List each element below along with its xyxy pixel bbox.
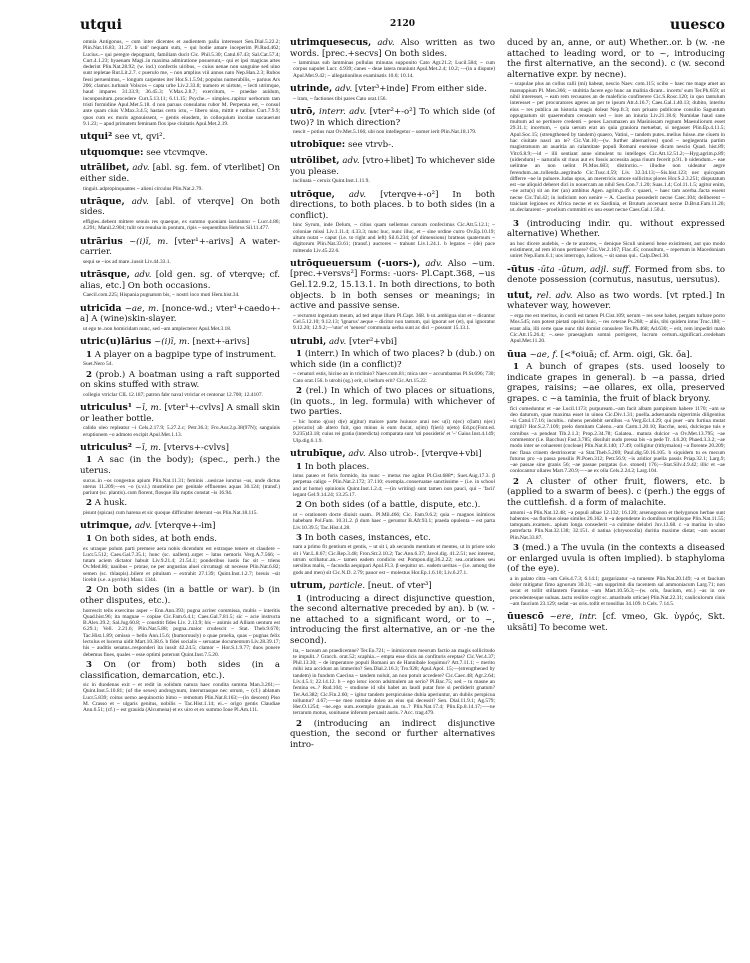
part-of-speech: ~ī, m. — [134, 403, 162, 414]
entry-head — [290, 190, 495, 222]
definition: Also as two words. [vt rpted.] In whatever way, however. — [507, 290, 725, 312]
dictionary-entry — [80, 132, 280, 143]
sense-number: 2 — [86, 498, 92, 509]
definition: [<*oiuā; cf. Arm. oigi, Gk. őa]. — [560, 349, 693, 360]
dictionary-entry — [507, 291, 725, 345]
sense-definition: (introducing a direct disjunctive question, the second alternative preceded by an). b (w. -ne attached to a significant word, or to ~, introducing the first alternative, an or -ne the second). — [290, 593, 495, 646]
sense-number: 2 — [296, 718, 302, 729]
column-3 — [507, 38, 725, 958]
sense — [290, 533, 495, 544]
citations: ~ lamminas sub lamminas pollulas minutas supponito Cato Agr.21.2; Lucil.584; ~ cum corpus uapulet Lucr. 4.939; canes ~ deae latera muniunt Apul.Met.2.4; 10.2; —(in a dispute) Apul.Met.9.42; ~ allegationibus examinatis 10.6; 10.14. — [293, 60, 495, 79]
sense-number: 2 — [86, 585, 92, 596]
citations: ~ scapulae plus an collus calli (mi) habeat, nescio Naev. com.115; scibo ~ haec me mage amet an marsuppium Pl. Men.366; ~ stultitia facere ego hunc an malitia dicam.. incertu' sum Ter.Ph.659; ut nihil interesset, ~ eam rem recusares an de maleficio confiterere Cic.S.Rosc.120; in quo tantulum interesset ~ per procuratores ageres an per te ipsum Att.4.16.7; Caes.Gal.1.40.13; dubito, interitu eius ~ res publica an historia magis doleat Nep.fr.3; non priuato publicone consilio Saguntum oppugnatum sit quaerendum censeam sed ~ iure an iniuria Liv.21.18.6; Numidae haud sane multum ad se pertinere credenti ~ penes Lacumazen an Masinissam regnum Maesuliorum esset 29.31.1; incertum, ~ quia uerum erat an quia grauiora metuebat, si negasset Plin.Ep.4.11.5; Apul.Soc.15; (strengthened by tandem) quaero, Vatini, ~ tandem putes..melius fuisse..me ciuem in hac ciuitate nasci an te? Cic.Vat.10;—(w. further alternatives) quod ~ neglegentia partim magistratuum an auaritia an calamitate populi Romani euenisse dicam nescio Quad. hist.89; Vitr.6.8.9;—id ~ illi sentiant anne simulent tu intelleges Cic.Att.12.51.2;—Hyg.agrim.p.89; (uidendum) ~ naturalis sit riuus aut ex fossis accessita aqua riuum fecerit p.91. b uidendum..~ eae uelintne an non uelint Pl.Mos.683; distinctio..~ illudne non uideatur aegre ferendum..an..tollenda..aegritudo Cic.Tusc.4.59; Liv. 32.34.13;—Sis.hist.123; nec quicquam differre ~ne in puluere..ludas opus, an meretricis amore sollicitus plores Hor.S.2.3.251; disputatum est ~ne aliquid deberet dici in nouercam an nihil Sen.Con.7.1.20; Suas.1.4; Col.11.1.5; agitur enim, ~ne actu(s) sit an iter (an) ambitus Agen. agrim.p.49. c quaeri, ~ haec tam acerba..facta essent necne Cic.Tul.42; in iudicium non uenire ~ A. Caecina possederit necne Caec.104; deliberent ~ traiciant legiones ex Africa necne et ex Sardinia, et Brutum accersant necne D.Brut.Fam.11.26; ut..declararent ~ proelium committi ex usu esset necne Caes.Gal.1.50.4. — [510, 81, 725, 214]
dictionary-entry — [507, 38, 725, 214]
sense — [507, 477, 725, 509]
part-of-speech: particle. — [328, 580, 366, 591]
sense — [80, 370, 280, 391]
part-of-speech: adv. — [342, 156, 360, 167]
sense-definition: (interr.) In which of two places? b (dub.) on which side (in a conflict)? — [290, 349, 495, 370]
cross-reference-text: see vtrvb-. — [348, 140, 394, 151]
headword: utrimque, — [80, 520, 133, 532]
sense-number: 2 — [296, 500, 302, 511]
citations: ~ iram, ~ factiones tibi pares Cato orat.156. — [293, 95, 387, 102]
sense-number: 1 — [296, 349, 302, 360]
entry-head — [80, 443, 280, 454]
sense-number: 3 — [86, 659, 92, 670]
part-of-speech: adv. — [132, 163, 150, 174]
sense-number: 2 — [86, 369, 92, 380]
definition: [neut. of vter³] — [367, 580, 432, 591]
dictionary-entry — [290, 259, 495, 332]
citations: an hoc dicere audebis, ~ de te aratores, ~ denique Siculi uniuersi bene existiment, aut quo modo existiment, ad rem id non pertinere? Cic.Ver.2.167; Flac.45; consultum, ~ repertum in Macedoniam uniret Nep.Eum.6.1; uos interrogo, iudices, ~ sit sanus qui.. Calp.Decl.30. — [510, 240, 725, 260]
dictionary-entry — [80, 163, 280, 191]
sense-definition: A husk. — [94, 498, 128, 509]
part-of-speech: ~ae, f. — [529, 349, 558, 360]
headword: utric(u)lārius — [80, 336, 152, 348]
part-of-speech: adv. — [348, 189, 367, 200]
sense — [507, 543, 725, 575]
entry-head — [290, 84, 495, 95]
headword: utrāsque, — [80, 269, 131, 281]
sense-definition: In both cases, instances, etc. — [304, 532, 431, 543]
cross-reference — [80, 148, 280, 159]
definition: [vter³+inde] From either side. — [354, 84, 487, 95]
part-of-speech: -ūta -ūtum, adjl. suff. — [537, 264, 632, 275]
headword: utrobīque: — [290, 139, 346, 151]
definition: Also written as two words. [prec.+secvs] On both sides. — [290, 38, 495, 59]
citations: ~ hic homo q(uo) d(e) a(gitur) maiore parte huiusce anni nec u(i) n(ec) c(lam) n(ec) p(recario) ab altero fuit, quo minus is eum ducat, u(im) f(ieri) u(eto) Ed.pr.(Font.ed. 9.235)43.18; cuius rei gratia (interdicta) comparata sunt 'uti possidetis' et '~' Gaius Inst.4.149; Ulp.dig.6.1.9. — [293, 418, 495, 444]
citations: Caecil.com.225; Hispania pugnatum bis, ~ nostri loco moti Hem.hist.34. — [83, 292, 240, 299]
definition: [old gen. sg. of vterqve; cf. alias, etc.] On both occasions. — [80, 270, 280, 291]
headword: utrō, — [290, 105, 316, 117]
sense — [80, 498, 280, 509]
sense — [80, 455, 280, 476]
sense — [507, 362, 725, 404]
headword: utricīda — [80, 302, 122, 314]
part-of-speech: rel. adv. — [536, 290, 573, 301]
headword: utrum, — [290, 579, 327, 591]
headword: utrubīque, — [290, 448, 346, 459]
entry-head — [80, 237, 280, 258]
headword: utrubi, — [290, 335, 327, 347]
entry-head — [290, 337, 495, 348]
part-of-speech: adv. — [348, 449, 366, 459]
dictionary-entry — [290, 107, 495, 135]
citations: effigies..debent mittere senuis res quaeque, ex summo quoniam iaculantur ~ Lucr.4.86; 4.291; Manil.2.904; tulit ora reuulsa in pontum, ripis ~ sequentibus Hebrus Sil.11.477. — [83, 219, 280, 232]
dictionary-entry — [290, 581, 495, 751]
dictionary-entry — [290, 84, 495, 102]
definition: [vtro+libet] To whichever side you please. — [290, 156, 495, 177]
sense-definition: (introducing indir. qu. without expressed alternative) Whether. — [507, 218, 725, 240]
entry-head — [507, 350, 725, 361]
entry-head — [507, 265, 725, 286]
cross-reference — [80, 132, 280, 143]
dictionary-entry — [80, 521, 280, 713]
part-of-speech: ~(i)ī, m. — [154, 337, 190, 348]
part-of-speech: adv. — [377, 38, 395, 48]
part-of-speech: ~ae, m. — [124, 303, 159, 314]
sense-definition: A bunch of grapes (sts. used loosely to indicate grapes in general). b ~a passa, dried grapes, raisins; ~ae ollares, ex olla, preserved grapes. c ~a taminia, the fruit of black bryony. — [507, 362, 725, 404]
definition: [vtervs+-cvlvs] — [163, 442, 229, 453]
headword: utrōque, — [290, 188, 335, 200]
part-of-speech: adv. — [131, 196, 149, 207]
citations: sucus..in ~os congestus apium Plin.Nat.11.31; feminis ..uesicae iunctus ~us, unde dictus uterus 11.209;—ex ~o (s.v.l.) mustelino per genitale effluentes aquas 30.124; (transf.) pariunt (sc. plantis)..cum florent, flosque illa ruptis constat ~is 16.94. — [83, 477, 280, 497]
entry-head — [290, 107, 495, 128]
right-guide-word: uuesco — [669, 17, 725, 33]
citations: intus paueo et foris formido, ita nunc ~ metus me agitat Pl.Cist.688*; Suet.Aug.17.3. β perpetua caligo ~ Plin.Nat.2.172; 37.110; exempla..conseruatae sanctissime ~ (i.e. in school and at home) opinionis Quint.Inst.1.2.4; —(in writing) sunt tamen non pauci, qui ~ 'facii' legant Gel.9.14.24; 13.25.17. — [293, 473, 495, 499]
dictionary-entry — [80, 197, 280, 232]
dictionary-entry — [80, 304, 280, 332]
sense-definition: (prob.) A boatman using a raft supported on skins stuffed with straw. — [80, 369, 280, 391]
definition: [abl. of vterqve] On both sides. — [80, 196, 280, 218]
headword: utrōlibet, — [290, 155, 340, 167]
headword: utut, — [507, 289, 533, 301]
headword: utrōqueuersum (-uors-), — [290, 257, 421, 269]
part-of-speech: ~(i)ī, m. — [128, 236, 169, 247]
dictionary-entry — [290, 38, 495, 79]
definition: [vter¹+-arivs] A water-carrier. — [80, 236, 280, 258]
sense-definition: (med.) a The uvula (in the contexts a diseased or enlarged uvula is often implied). b staphyloma (of the eye). — [507, 543, 725, 575]
headword: -ūtus — [507, 263, 535, 275]
sense — [290, 719, 495, 751]
sense-definition: A cluster of other fruit, flowers, etc. b (applied to a swarm of bees). c (perh.) the eggs of the cuttlefish. d a form of malachite. — [507, 476, 725, 508]
dictionary-entry — [507, 350, 725, 608]
citations: nam a primo fit gentium et gentis, ~ ut sit i, ab secundo mentium et mentes, ut in priore solo sit i Var.L.8.67; Cic.Rep.3.48; Fron.Str.2.10.2; Tac.Ann.6.37; Javol.dig. 41.2.51; nec interest, utrum scribatur..an..~ tamen eadem condicio est Pompon.dig.36.2.22; sea..orationes seu uersibus malis, ~ facundia aequipari Apul.Fl.3. β sequitur ut.. eadem ueritas ~ (i.e. among the gods and men) sit Cic.N.D. 2.79; pauor est ~ molestus Hor.Ep.1.6.10; Liv.6.27.1. — [293, 544, 495, 576]
column-2 — [290, 38, 495, 958]
citations: ut ego te..non homicidam nunc, sed ~am amplecterer Apul.Met.3.18. — [83, 325, 232, 332]
dictionary-entry — [290, 140, 495, 151]
part-of-speech: adv. — [134, 521, 153, 532]
sense-definition: In both places. — [304, 461, 370, 472]
part-of-speech: interr. adv. — [318, 106, 367, 117]
definition: duced by an, anne, or aut) Whether..or. b (w. -ne attached to leading word, or to ~, introducing the first alternative, an the second). c (w. second alternative expr. by necne). — [507, 38, 725, 80]
sense-number: 1 — [86, 533, 92, 544]
definition: [next+-arivs] — [192, 337, 250, 348]
citations: ut ~ orationem docte diuisit suam.. Pl.Mil.466; Cic. Fam.9.6.2; quia ~ magnos inimicos habebam Pol.Fam. 10.31.2. β dum haec ~ geruntur B.Afr.93.1; praeda opulenta ~ est parta Liv.10.39.5; Tac.Hist.4.28. — [293, 511, 495, 531]
headword: utrāque, — [80, 195, 125, 207]
citations: inclinata ~ ceruix Quint.Inst.1.11.9. — [293, 178, 370, 185]
running-header — [80, 17, 725, 33]
citations: sequi se ~ios ad mare..iussit Liv.44.33.1. — [83, 258, 171, 265]
sense-number: 1 — [513, 362, 519, 373]
part-of-speech: ~ī, m. — [134, 442, 161, 453]
citations: Suet.Nero 54. — [83, 361, 113, 368]
definition: [vter²+vbi] — [348, 336, 397, 347]
page-number: 2120 — [389, 19, 416, 29]
dictionary-entry — [290, 337, 495, 444]
dictionary-entry — [507, 219, 725, 260]
sense-number: 3 — [513, 543, 519, 554]
entry-head — [80, 197, 280, 218]
citations: ita, ~ taceam an praedicemne? Ter.Eu.721; ~ inimicorum meorum factio an magis sollicitudo te impulit..? Gracch. orat.52; scaphia..~ empta esse dicis an confituris ereptas? Cic.Ver.4.37; Phil.13.30; ~ de imperatore populi Romani an de Hannibale loquimur? Att.7.11.1; ~ merito mihi ista accidunt an immerito? Sen.Dial.2.16.3; Tro.928; Apul.Apol. 15;—(strengthened by tandem) in fundum Caecina ~ tandem noluit, an non potuit accedere? Cic.Caec.48; Agr.2.64; Liv.4.5.1; 22.14.12. b ~ ego istuc iocon adsimulem an serio? Pl.Bac.75; sed ~ tu masne an femina es..? Rud.104; ~ studione id sibi habet an laudi putat fore si perdiderit gnatum? Ter.Ad.382; Cic.Fin.2.60; ~ igitur tandem perspicuisne dubia aperiuntur, an dubiis perspicua tolluntur? 4.67;—~ne meo nomine doleo an eius qui decessit? Sen. Dial.11.9.1; Ag.579; Her.O.1254; ~ne..ego sum..exemplo grauis..an tu..? Plin.Nat.17.4; Plin.Ep.8.14.17;—~ne terrarum motus, sonitusne inferum peruasit auris..? Acc. trag.479. — [293, 647, 495, 717]
citations: nescit ~ potius ruat Ov.Met.5.166; ubi non intellegetur ~ uomer ierit Plin.Nat.18.179. — [293, 129, 477, 136]
sense-definition: On both sides (of a battle, dispute, etc.). — [304, 500, 481, 511]
headword: utriculus¹ — [80, 402, 132, 414]
headword: utrālibet, — [80, 162, 130, 174]
sense-definition: On both sides, at both ends. — [94, 533, 218, 544]
headword: utquomque: — [80, 146, 144, 158]
sense — [290, 594, 495, 647]
sense-number: 1 — [296, 593, 302, 604]
column-1 — [80, 38, 280, 958]
sense-definition: On (or from) both sides (in a classification, demarcation, etc.). — [80, 659, 280, 681]
entry-head — [80, 403, 280, 424]
dictionary-entry — [80, 237, 280, 265]
sense — [507, 219, 725, 240]
part-of-speech: ~ere, intr. — [549, 612, 597, 623]
headword: ūuescō — [507, 611, 544, 623]
entry-head — [80, 270, 280, 291]
definition: [vterqve+-o²] In both directions, to both places. b to both sides (in a conflict). — [290, 189, 495, 221]
sense — [290, 386, 495, 418]
dictionary-entry — [290, 190, 495, 254]
entry-head — [290, 156, 495, 177]
entry-head — [80, 521, 280, 532]
dictionary-entry — [80, 337, 280, 398]
entry-head — [507, 612, 725, 633]
dictionary-entry — [80, 148, 280, 159]
entry-head — [80, 304, 280, 325]
sense-number: 1 — [296, 461, 302, 472]
citations: pisunt (spicas) cum harena et sic quoque difficulter deterunt ~os Plin.Nat.18.115. — [83, 510, 258, 517]
citations: tinguit..adpropinquantes ~ alieni circulus Plin.Nat.2.79. — [83, 185, 203, 192]
sense-definition: (introducing an indirect disjunctive question, the second or further alternatives intro- — [290, 718, 495, 750]
cross-reference — [290, 140, 495, 151]
sense — [80, 660, 280, 681]
citations: ~ erga me est meritus, in cordi est tamen Pl.Cist.109; uerum ~ res sese habet, pergam turbare porro Mos.545; non potest pietati opsisti huic, ~ res ceterae Ps.268; ~ aliis, tibi quidem intus Truc.188; ~ erant alia, illi certe quae nunc tibi domist consulere Ter.Ph.468; Ad.630; ~ erit, rem impediri malo Cic.Att.15.26.4; ~..sese praesagium somni porrigeret, lucrum certum..significari..credebam Apul.Met.11.20. — [510, 313, 725, 345]
sense-definition: A sac (in the body); (spec., perh.) the uterus. — [80, 455, 280, 476]
citations: calido oleo repleatur ~i Cels.2.17.9; 5.27.2.c; Petr.36.3; Fro.Aur.2.p.38(97N); sanguinis eruptionem ~o admoto excipit Apul.Met.1.13. — [83, 425, 280, 438]
entry-head — [290, 449, 495, 460]
citations: horrescit telis exercitus asper ~ Enn.Ann.393; pugna acriter commissa, multis ~ interitis Quad.hist.96; ita magnae ~ copiae Cic.Fam.6.4.1; Caes.Gal.7.81.5; sic ~ acie instructa B.Alex.39.2; Sal.Jug.60.8; ~ constitit fides Liv. 2.13.9; his ~ animis ad Alliam uentum est 6.29.1; Vell. 2.21.6; Plin.Nat.5.88; pugna..maior crudescit ~ Stat. Theb.9.670; Tac.Hist.1.89; omisso ~ bello Ann.15.6; (humorously) o quae proelia, quas ~ pugnas felix lectulus et lucerna uidit Mart.10.38.6. b fidei socialis ~ seruatae documentum Liv.28.39.17; his ~ auditis senatus..responderi ita iussit 42.24.5; clamor ~ Hor.S.1.9.77; duos ponere debemus fines, quales ~ esse optimi poterunt Quint.Inst.7.5.20. — [83, 607, 280, 658]
citations: ~ rectumst ingenium meum, ad ted atque illum Pl.Capt. 368. b ut..ambigua sint et ~ dicantur Gel.5.12.10; 9.12.13; 'ignarus' aeque ~ dicitur non tantum, qui ignorat set (et), qui ignoratur 9.12.20; 12.9.2;—'utor' et 'ueneor' communia uerba sunt ac dici ~ possunt 15.13.1. — [293, 312, 495, 332]
sense — [290, 500, 495, 511]
definition: [abl. sg. fem. of vterlibet] On either side. — [80, 163, 280, 184]
dictionary-entry — [80, 443, 280, 517]
headword: utrimquesecus, — [290, 38, 372, 48]
headword: ūua — [507, 348, 527, 360]
dictionary-columns — [80, 38, 725, 958]
entry-head — [80, 163, 280, 184]
citations: ~ cenaturi estis, hicine an in triclinio? Naev.com.81; mica uter ~ accumbamus Pl.St.696; 730; Cato orat.156. b utrobi (sg.) erit, si bellum erit? Cic.Att.15.22. — [293, 371, 495, 384]
definition: [nonce-wd.; vter¹+caedo+-a] A (wine)skin-slayer. — [80, 303, 280, 325]
sense — [80, 534, 280, 545]
sense-number: 2 — [513, 476, 519, 487]
sense-number: 3 — [513, 218, 519, 229]
dictionary-entry — [80, 39, 280, 127]
definition: [vter²+-o²] To which side (of two)? in which direction? — [290, 106, 495, 128]
definition: Also utrob-. [vterqve+vbi] — [368, 449, 482, 459]
part-of-speech: adv. — [329, 336, 347, 347]
sense-number: 2 — [296, 386, 302, 397]
sense-definition: A player on a bagpipe type of instrument. — [94, 349, 277, 360]
headword: utrinde, — [290, 83, 333, 95]
entry-head — [507, 291, 725, 312]
sense — [290, 462, 495, 473]
citations: a in palato citra ~am Cels.4.7.3; 6.14.1; gargarizatur ~a tumente Plin.Nat.20.149; ~a et faucium dolor mitigatur fimo agnorum 30.31; ~am supprimit diu tacentem sal ammoniacum Larg.71; non secat et tollit stillantem Fannius ~am Mart.10.56.3;—(w. oris, faucium, etc.) ~as in ore procedentesque uuluas..tactu resilire cogit sc. amaritudo urticae) Plin.Nat.22.31; cauliculorum cinis ~am faucium 23.129; sedat ~as oris..tollit et tonsillas 34.109. b Cels. 7.14.5. — [510, 575, 725, 608]
sense — [80, 350, 280, 361]
dictionary-entry — [290, 449, 495, 576]
sense-number: 1 — [86, 349, 92, 360]
sense — [80, 585, 280, 606]
entry-head — [507, 38, 725, 80]
cross-reference-text: see vt, qvi². — [114, 132, 166, 143]
dictionary-entry — [290, 156, 495, 184]
dictionary-entry — [80, 403, 280, 438]
sense-definition: (rel.) In which of two places or situations, (in quots., in leg. formula) with whichever of two parties. — [290, 386, 495, 418]
dictionary-entry — [507, 265, 725, 286]
part-of-speech: adv. — [134, 270, 152, 281]
cross-reference-text: see vtcvmqve. — [146, 147, 208, 158]
definition: Also ~um. [prec.+versvs²] Forms: -uors- Pl.Capt.368, ~us Gel.12.9.2, 15.13.1. In both directions, to both objects. b in both senses or meanings; in active and passive sense. — [290, 258, 495, 312]
definition: [vterqve+-im] — [154, 521, 216, 532]
citations: collegio vtriclar CIL 12.187; patron fabr naval vtriclar et centonar 12.700; 12.4107. — [83, 391, 263, 398]
headword: utriculus² — [80, 441, 132, 453]
left-guide-word: utqui — [80, 17, 122, 33]
citations: sic in duodenas exit ~ et redit in solidum natura haec condita summa Man.3.261;—Quint.Inst.5.10.81; (of the sexes) androgynum, interutrasque nec utrum, ~ (cf.) ablatum Lucr.5.839; coitus uerno aequinoctio bimo ~ remotum Plin.Nat.8.163;—(in descent) Piso M. Crasso et ~ ulgaris genitus, nobilis ~ Tac.Hist.1.14; ei..~ origo gentis Claudiae Ann.6.51; (cf.) ~ est grauida (Alcumena) et ex uiro et ex summo Ioue Pl.Am.111. — [83, 682, 280, 714]
sense-number: 1 — [86, 455, 92, 466]
citations: amomi ~a Plin.Nat.12.48; ~a populi albae 12.132; 16.120; arsenogonon et thelygonon herbae sunt habentes ~as floribus oleae similes 26.162. b ~a dependente in domibus templisque Plin.Nat.11.55; tamquam..examen.. apium longa consederit ~a culmine delubri Juv.13.68. c ~a marina in ulno putrefacta Plin.Nat.32.138; 32.151. d natiua (chrysocolla) duritia maxime distat; ~am uocant Plin.Nat.33.87. — [510, 509, 725, 541]
sense-definition: On both sides (in a battle or war). b (in other disputes, etc.). — [80, 585, 280, 606]
sense-number: 3 — [296, 532, 302, 543]
citations: ex utraque polum parti premere aera nobis dicendum est extraque tenere et claudere ~ Lucr.5.512; Caes.Gal.7.35.1; hunc (sc. uallem)..urget ~ latus nemoris Verg.A.7.566; ~ tutam aciem dictator habuit Liv.9.21.4; 21.54.1; ponderibus iustis fac sit ~ triens Ov.Med.86; nauibus ~ prorae, ne per angustias alueí circumagi sit necesse Plin.Nat.6.82; semen (sc. thlaspis)..bilem et pituitam ~ extrahit 27.139; Quint.Inst.1.2.7; breuis ~sit licebit (s.e. a pyrrhic) Maur. 1344. — [83, 545, 280, 584]
headword: utrārius — [80, 235, 123, 247]
citations: hinc Syrum, inde Delum, ~ citius quam uellemus cursum confecimus Cic.Att.5.12.1; ~ coloniae missi Liv.1.11.4; 4.33.3; nunc huc, nunc illuc, et ~ sine ordine curro Ov.Ep.10.19; altum nutat ~ caput (i.e. to right and left) Sil.6.234; (of dimensions) bratteas quaternum ~ digitorum Plin.Nat.33.61; (transf.) auctores ~ trahunt Liv.1.24.1. b legatos ~ (de) pace mittendo Liv.45.22.6. — [293, 222, 495, 254]
entry-head — [80, 337, 280, 348]
entry-head — [290, 581, 495, 592]
definition: Formed from sbs. to denote possession (cornutus, nasutus, uersutus). — [507, 264, 725, 286]
citations: fici comeduntur et ~ae Lucil.1173; purpuream..~am facit albam pampinum habere 1170; ~am se deo daturum, quae maxima esset in uinea Cic.Div.1.31; puella..adseruanda nigerrimis diligentius ~is Catul.17.16; incultis.. rubens pendebit sentibus ~a Verg.Ecl.4.29; qui puer ~am furtiua mutat strigili? Hor.S.2.7.109; prelo domitam Caleno..~am Carm.1.20.10; Bacche, ueni, dulcisque tuis e cornibus ~a pendeat Tib.2.1.3; Prop.2.34.78; Galatea.. matura dulcior ~a Ov.Met.13.795; ~ae commentor (i.e. Bacchus) Fast.3.785; dissiluit nudo pressa bis ~a pede Tr. 4.6.20; Phaed.3.3.2; ~ae modo inter se cohaerent (cocleae) Plin.Nat.8.140; 17.49; colligitur (tithymalon) ~a florente 20.209; nec flaua crinem destrinxerat ~a Stat.Theb.5.269; Paul.dig.50.16.105. b siquidem tu es mecum futurus pro ~a passa pensilis Pl.Poen.312; Petr.56.9; ~is aridior puella passis Priap.32.1; Larg.9; ~ae passae sine granis 56; ~ae passae purgatas (i.e. stoned) 176;—Stat.Silv.4.9.42; illic et ~ae conlocantur ollares Mart.7.20.9;—~ae ex olla Cels.2.24.2; Larg.104. — [510, 405, 725, 475]
entry-head — [290, 38, 495, 59]
sense — [290, 349, 495, 370]
definition: [vter¹+-cvlvs] A small skin or leather bottle. — [80, 403, 280, 424]
headword: utqui² — [80, 131, 113, 143]
entry-head — [290, 259, 495, 312]
dictionary-entry — [80, 270, 280, 298]
part-of-speech: adv. — [334, 84, 353, 95]
dictionary-entry — [507, 612, 725, 633]
definition: [cf. vmeo, Gk. ὑγρός, Skt. uksāti] To become wet. — [507, 612, 725, 633]
part-of-speech: adv. — [425, 258, 443, 269]
citations: omnia Antigonus, ~ cum inter dicentes et audientem palla interesset Sen.Dial.5.22.2; Plin.Nat.16.83; 31.27. b sati' nequam sum, ~ qui hodie amare inceperim Pl.Rud.462; Lucius..~ qui peregre depugnarit, familiam ducit Cic. Phil.5.30; Catul.67.43; Sal.Cat.57.4; Curt.4.1.23; hyaenam Magi..in maxima admiratione posuerunt,~ qui et ipsi magicas artes dederint Plin.Nat.28.92; (w. ind.) confectis uiribus, ~ cuius uenae non sanguine sed uino sunt repletae Rut.Lit.2.7. c puerulo me, ~ non amplius viii annos nato Nep.Han.2.3; Rubos fessi peruenimus, ~ longum carpentes iter Hor.S.1.5.94; populus numerabilis, ~ paruus Ars 206; clamor..turbauit Volscos ~ capta urbe Liv.2.33.8; numero et uirtute, ~ lecti utrimque, haud impares 31.33.9; 36.45.3; V.Max.2.8.7; exercitum, ~ praedae auidum, inconpositum..procedere Curt.5.13.11; 6.11.15; Psyche..~ simplex..rapitur uerborum tam tristi formidine Apul.Met.5.18. d non paruus consulatus rubor M. Perpenna est, ~ consul ante quam ciuis V.Max.3.4.5; hastas certo ictu, ~ libero nisu, mittit e ratibus Curt.7.9.9; quos cum ex muris agnouissent, ~ gentis eiusdem, in colloquium incolae uocauerunt 9.1.23; ~ apud primatem feminam flos ipse ciuitatis Apul.Met.2.19. — [83, 39, 280, 127]
